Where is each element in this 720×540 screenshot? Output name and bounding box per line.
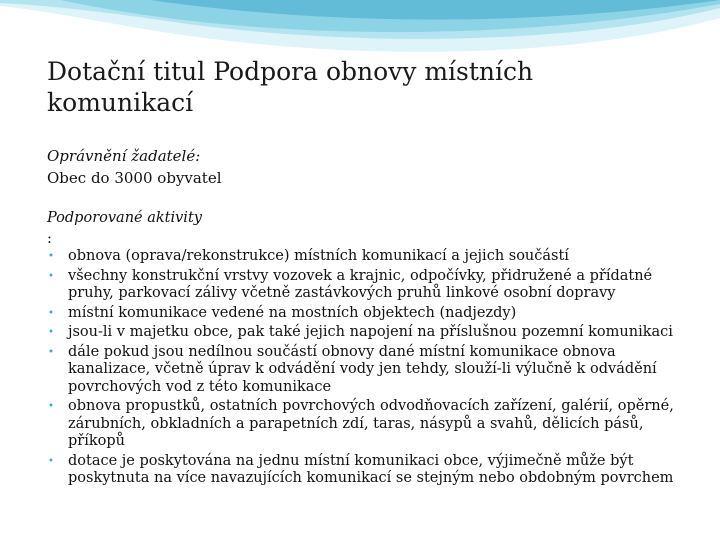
bullet-icon: • — [48, 346, 54, 358]
supported-activities-heading — [47, 210, 687, 248]
list-item-text: dotace je poskytována na jednu místní komunikaci obce, výjimečně může být poskytnuta na více navazujících komunikací se stejným nebo obdobným povrchem — [68, 452, 674, 486]
list-item-text: dále pokud jsou nedílnou součástí obnovy dané místní komunikace obnova kanalizace, včetně úprav k odvádění vody jen tehdy, slouží-li výlučně k odvádění povrchových vod z této komunikace — [68, 343, 657, 395]
bullet-icon: • — [48, 455, 54, 467]
list-item-text: všechny konstrukční vrstvy vozovek a krajnic, odpočívky, přidružené a přídatné pruhy, parkovací zálivy včetně zastávkových pruhů linkové osobní dopravy — [68, 267, 653, 301]
eligible-applicants-value: Obec do 3000 obyvatel — [47, 169, 222, 187]
supported-activities-section — [47, 210, 687, 490]
list-item — [47, 324, 687, 342]
list-item-text: jsou-li v majetku obce, pak také jejich napojení na příslušnou pozemní komunikaci — [68, 324, 673, 340]
bullet-icon: • — [48, 327, 54, 338]
bullet-icon: • — [48, 251, 54, 262]
list-item — [47, 248, 687, 266]
list-item — [47, 398, 687, 451]
bullet-icon: • — [48, 307, 54, 319]
list-item-text: obnova (oprava/rekonstrukce) místních komunikací a jejich součástí — [68, 248, 569, 264]
list-item — [47, 453, 687, 488]
supported-activities-label: Podporované aktivity — [47, 210, 202, 226]
bullet-icon: • — [48, 270, 54, 282]
page-title: Dotační titul Podpora obnovy místních komunikací — [47, 57, 534, 117]
list-item-text: obnova propustků, ostatních povrchových odvodňovacích zařízení, galérií, opěrné, zárubních, obkladních a parapetních zdí, taras, násypů a svahů, dělicích pásů, příkopů — [68, 398, 674, 449]
supported-activities-label-colon: : — [47, 230, 52, 247]
list-item — [47, 344, 687, 397]
list-item — [47, 268, 687, 303]
eligible-applicants-section — [47, 145, 687, 189]
bullet-icon: • — [48, 401, 54, 412]
eligible-applicants-label: Oprávnění žadatelé: — [47, 147, 201, 165]
list-item-text: místní komunikace vedené na mostních objektech (nadjezdy) — [68, 304, 517, 321]
list-item — [47, 305, 687, 323]
activities-list — [47, 248, 687, 488]
